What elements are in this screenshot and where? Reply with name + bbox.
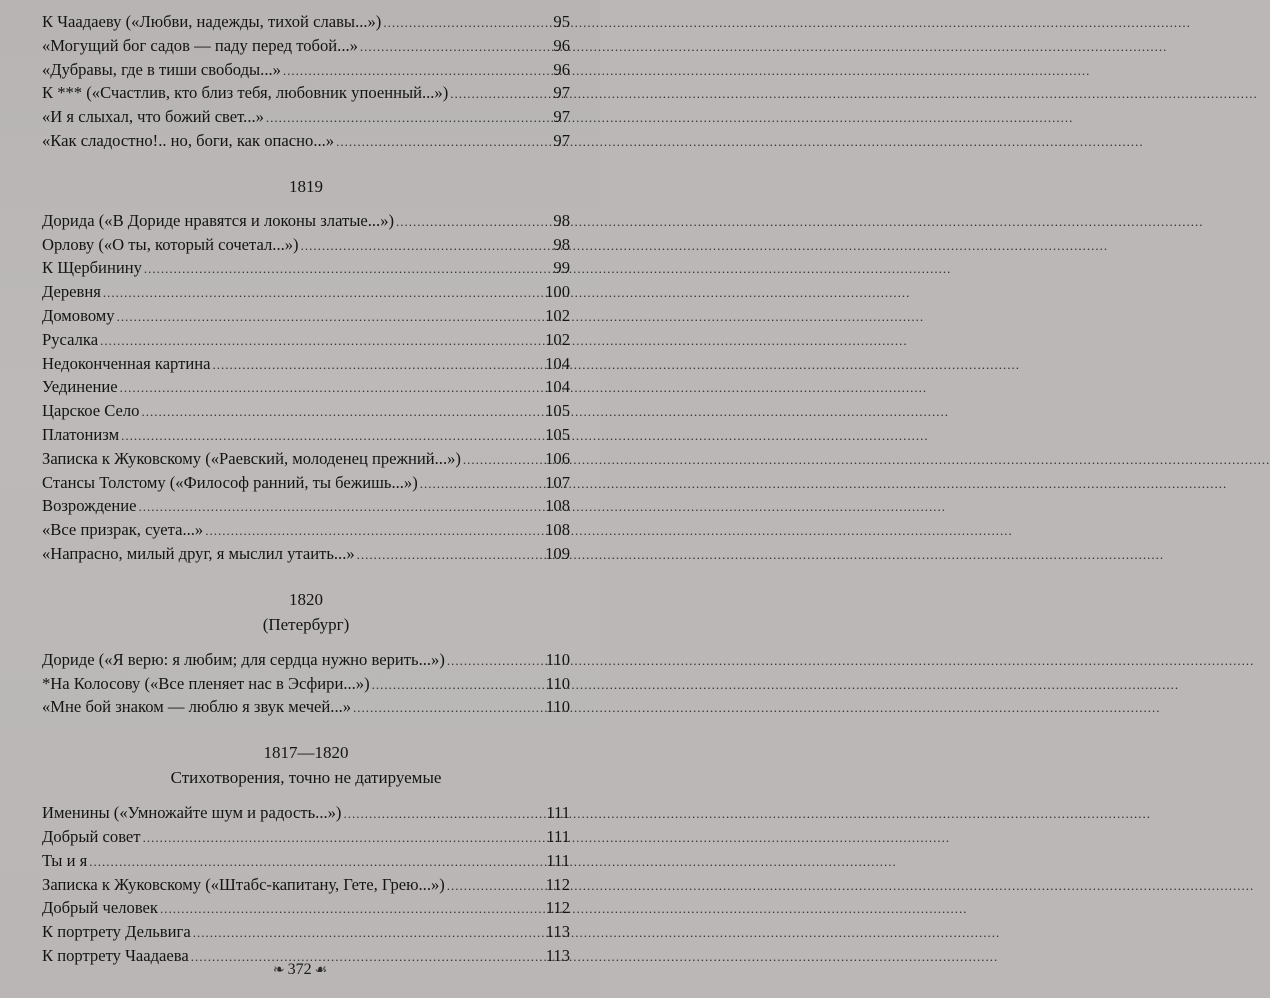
toc-entry — [42, 209, 570, 233]
entry-page: 106 — [545, 448, 570, 468]
entry-title: К Чаадаеву («Любви, надежды, тихой славы...») — [42, 12, 382, 31]
section-year-heading: 1820 — [289, 589, 323, 609]
toc-section-1820 — [42, 588, 570, 719]
toc-section-continued — [42, 10, 570, 153]
toc-entry — [42, 81, 570, 105]
leader-dots — [160, 897, 544, 921]
entry-page: 104 — [545, 353, 570, 373]
leader-dots — [450, 82, 551, 106]
toc-entry — [42, 542, 570, 566]
top-spacer — [42, 0, 570, 10]
toc-section-1819 — [42, 175, 570, 566]
entry-title: Дориде («Я верю: я любим; для сердца нужно верить...») — [42, 649, 445, 669]
entry-page: 97 — [553, 130, 570, 150]
leader-dots — [420, 472, 543, 496]
entry-title: «Мне бой знаком — люблю я звук мечей...» — [42, 697, 352, 717]
entry-title: Добрый человек — [42, 898, 158, 918]
ornament-left-icon: ❧ — [272, 963, 285, 978]
entry-page: 96 — [553, 59, 570, 79]
toc-entry — [42, 375, 570, 399]
entry-page: 105 — [545, 424, 570, 444]
leader-dots — [266, 106, 551, 130]
leader-dots — [205, 519, 543, 543]
heading-spacer — [42, 791, 570, 801]
section-spacer — [42, 719, 570, 741]
leader-dots — [89, 850, 544, 874]
entry-page: 111 — [546, 850, 570, 870]
leader-dots — [343, 802, 544, 826]
entry-page: 105 — [545, 401, 570, 421]
entry-title: Добрый совет — [42, 826, 141, 846]
heading-spacer — [42, 199, 570, 209]
entry-title: Платонизм — [42, 424, 120, 444]
leader-dots — [372, 673, 544, 697]
toc-entry — [42, 105, 570, 129]
entry-title: «Напрасно, милый друг, я мыслил утаить...» — [42, 543, 355, 563]
entry-page: 100 — [545, 282, 570, 302]
leader-dots — [117, 305, 544, 329]
entry-title: Ты и я — [42, 850, 88, 870]
section-spacer — [42, 153, 570, 175]
entry-page: 96 — [553, 35, 570, 55]
entry-page: 102 — [545, 305, 570, 325]
toc-entry — [42, 280, 570, 304]
toc-page — [0, 0, 600, 998]
entry-title: Стансы Толстому («Философ ранний, ты бежишь...») — [42, 472, 418, 492]
toc-entry — [42, 304, 570, 328]
heading-spacer — [42, 638, 570, 648]
toc-entry — [42, 494, 570, 518]
section-subheading: Стихотворения, точно не датируемые — [170, 768, 442, 788]
leader-dots — [396, 210, 551, 234]
entry-title: «Все призрак, суета...» — [42, 520, 204, 540]
toc-entry — [42, 801, 570, 825]
toc-entry — [42, 10, 570, 34]
leader-dots — [301, 234, 552, 258]
entry-title: Уединение — [42, 377, 118, 397]
section-spacer — [42, 566, 570, 588]
leader-dots — [144, 257, 552, 281]
toc-entry — [42, 233, 570, 257]
entry-title: Записка к Жуковскому («Штабс-капитану, Гете, Грею...») — [42, 874, 445, 894]
entry-page: 111 — [546, 803, 570, 823]
entry-title: К Щербинину — [42, 258, 142, 278]
entry-page: 97 — [553, 83, 570, 103]
entry-title: К портрету Дельвига — [42, 922, 191, 942]
leader-dots — [141, 400, 543, 424]
leader-dots — [353, 696, 544, 720]
toc-entry — [42, 648, 570, 672]
entry-title: К *** («Счастлив, кто близ тебя, любовник упоенный...») — [42, 83, 449, 103]
toc-entry — [42, 471, 570, 495]
page-number: 372 — [287, 961, 312, 978]
entry-title: Домовому — [42, 305, 115, 325]
toc-entry — [42, 129, 570, 153]
entry-title: «Могущий бог садов — паду перед тобой...» — [42, 35, 358, 55]
section-subheading: (Петербург) — [262, 614, 350, 634]
entry-title: Дорида («В Дориде нравятся и локоны златые...») — [42, 210, 395, 230]
leader-dots — [447, 649, 544, 673]
section-year-heading: 1819 — [289, 176, 323, 196]
toc-entry — [42, 423, 570, 447]
toc-entry — [42, 849, 570, 873]
leader-dots — [143, 826, 545, 850]
toc-entry — [42, 672, 570, 696]
toc-entry — [42, 873, 570, 897]
leader-dots — [120, 376, 544, 400]
leader-dots — [103, 281, 543, 305]
entry-title: Недоконченная картина — [42, 353, 211, 373]
entry-page: 112 — [545, 874, 570, 894]
leader-dots — [100, 329, 543, 353]
entry-page: 110 — [545, 697, 570, 717]
toc-entry — [42, 328, 570, 352]
entry-page: 104 — [545, 377, 570, 397]
entry-page: 98 — [553, 210, 570, 230]
toc-entry — [42, 695, 570, 719]
entry-page: 97 — [553, 107, 570, 127]
entry-page: 109 — [545, 543, 570, 563]
entry-page: 108 — [545, 496, 570, 516]
page-footer — [0, 958, 600, 983]
toc-entry — [42, 896, 570, 920]
leader-dots — [193, 921, 544, 945]
leader-dots — [447, 874, 544, 898]
toc-entry — [42, 825, 570, 849]
entry-title: К портрету Чаадаева — [42, 945, 189, 965]
leader-dots — [383, 11, 551, 35]
ornament-right-icon: ☙ — [314, 963, 328, 978]
leader-dots — [360, 35, 551, 59]
leader-dots — [357, 543, 543, 567]
toc-entry — [42, 34, 570, 58]
leader-dots — [121, 424, 543, 448]
entry-title: «Дубравы, где в тиши свободы...» — [42, 59, 281, 79]
entry-page: 95 — [553, 12, 570, 31]
entry-title: Записка к Жуковскому («Раевский, молоденец прежний...») — [42, 448, 461, 468]
entry-title: Деревня — [42, 282, 101, 302]
leader-dots — [213, 353, 544, 377]
entry-page: 110 — [545, 673, 570, 693]
entry-title: «Как сладостно!.. но, боги, как опасно...» — [42, 130, 335, 150]
entry-page: 112 — [545, 898, 570, 918]
toc-entry — [42, 352, 570, 376]
entry-title: Возрождение — [42, 496, 137, 516]
toc-section-1817-1820 — [42, 741, 570, 968]
leader-dots — [139, 495, 544, 519]
entry-title: Орлову («О ты, который сочетал...») — [42, 234, 299, 254]
toc-entry — [42, 399, 570, 423]
leader-dots — [283, 59, 551, 83]
entry-title: *На Колосову («Все пленяет нас в Эсфири...») — [42, 673, 370, 693]
entry-page: 110 — [545, 649, 570, 669]
entry-page: 108 — [545, 520, 570, 540]
leader-dots — [336, 130, 551, 154]
entry-page: 99 — [553, 258, 570, 278]
toc-entry — [42, 518, 570, 542]
leader-dots — [463, 448, 543, 472]
toc-entry — [42, 447, 570, 471]
entry-title: Царское Село — [42, 401, 140, 421]
entry-title: «И я слыхал, что божий свет...» — [42, 107, 264, 127]
entry-page: 102 — [545, 329, 570, 349]
entry-title: Именины («Умножайте шум и радость...») — [42, 803, 342, 823]
section-year-heading: 1817—1820 — [263, 743, 349, 763]
entry-page: 111 — [546, 826, 570, 846]
entry-page: 107 — [545, 472, 570, 492]
toc-entry — [42, 256, 570, 280]
toc-entry — [42, 58, 570, 82]
entry-page: 98 — [553, 234, 570, 254]
toc-entry — [42, 920, 570, 944]
entry-page: 113 — [545, 945, 570, 965]
entry-title: Русалка — [42, 329, 99, 349]
entry-page: 113 — [545, 922, 570, 942]
